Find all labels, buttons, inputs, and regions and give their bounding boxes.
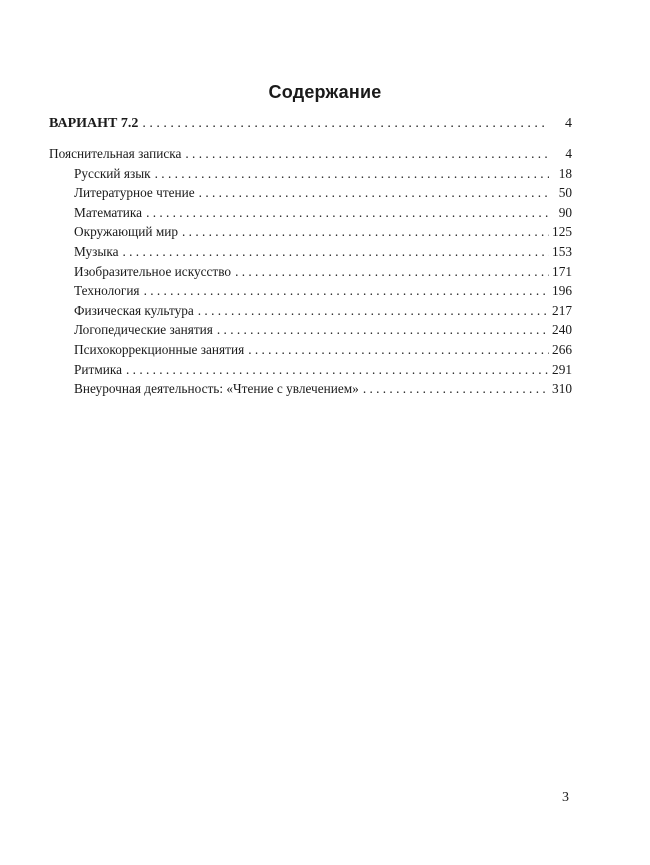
dot-leader (126, 360, 549, 380)
page-title: Содержание (268, 82, 382, 102)
dot-leader (235, 262, 549, 282)
dot-leader (185, 144, 549, 164)
toc-entry-page: 291 (552, 361, 572, 377)
toc-entry-page: 90 (558, 204, 572, 220)
toc-entry-psychocorrection (49, 340, 572, 360)
toc-entry-page: 18 (558, 165, 572, 181)
toc-entry-label: Русский язык (74, 165, 151, 181)
toc-entry-page: 240 (552, 322, 572, 338)
toc-entry-label: Физическая культура (74, 302, 194, 318)
page-number: 3 (562, 790, 569, 805)
toc-entry-page: 196 (552, 283, 572, 299)
toc-entry-label: Музыка (74, 243, 119, 259)
toc-entry-speech-therapy (49, 320, 572, 340)
toc-entry-music (49, 242, 572, 262)
toc-entry-label: Изобразительное искусство (74, 263, 232, 279)
dot-leader (182, 222, 549, 242)
toc-entry-label: Литературное чтение (74, 185, 195, 201)
toc-entry-label: Психокоррекционные занятия (74, 341, 245, 357)
dot-leader (155, 164, 549, 184)
toc-entry-page: 50 (558, 185, 572, 201)
toc-entry-variant (49, 113, 572, 134)
dot-leader (123, 242, 550, 262)
dot-leader (199, 183, 549, 203)
toc-entry-page: 266 (552, 341, 572, 357)
toc-entry-technology (49, 281, 572, 301)
toc-entry-page: 4 (565, 146, 572, 161)
toc-entry-russian-language (49, 164, 572, 184)
dot-leader (146, 203, 549, 223)
toc-entry-label: ВАРИАНТ 7.2 (49, 116, 139, 131)
dot-leader (198, 301, 549, 321)
toc-entry-rhythmics (49, 360, 572, 380)
toc-entry-page: 153 (552, 243, 572, 259)
toc-entry-label: Технология (74, 283, 140, 299)
table-of-contents (49, 113, 572, 399)
toc-entry-page: 310 (552, 381, 572, 397)
toc-entry-fine-arts (49, 262, 572, 282)
dot-leader (217, 320, 549, 340)
toc-entry-page: 171 (552, 263, 572, 279)
toc-entry-literary-reading (49, 183, 572, 203)
dot-leader (248, 340, 549, 360)
dot-leader (144, 281, 549, 301)
toc-entry-label: Ритмика (74, 361, 123, 377)
toc-entry-label: Пояснительная записка (49, 146, 182, 161)
toc-entry-label: Логопедические занятия (74, 322, 213, 338)
toc-entry-mathematics (49, 203, 572, 223)
toc-entry-page: 217 (552, 302, 572, 318)
toc-entry-label: Окружающий мир (74, 224, 179, 240)
toc-entry-page: 125 (552, 224, 572, 240)
dot-leader (142, 113, 549, 134)
toc-entry-explanatory-note (49, 144, 572, 164)
dot-leader (363, 379, 549, 399)
toc-entry-label: Математика (74, 204, 143, 220)
toc-entry-page: 4 (565, 116, 572, 131)
toc-entry-world-around (49, 222, 572, 242)
toc-entry-physical-education (49, 301, 572, 321)
toc-entry-extracurricular (49, 379, 572, 399)
toc-entry-label: Внеурочная деятельность: «Чтение с увлечением» (74, 381, 359, 397)
